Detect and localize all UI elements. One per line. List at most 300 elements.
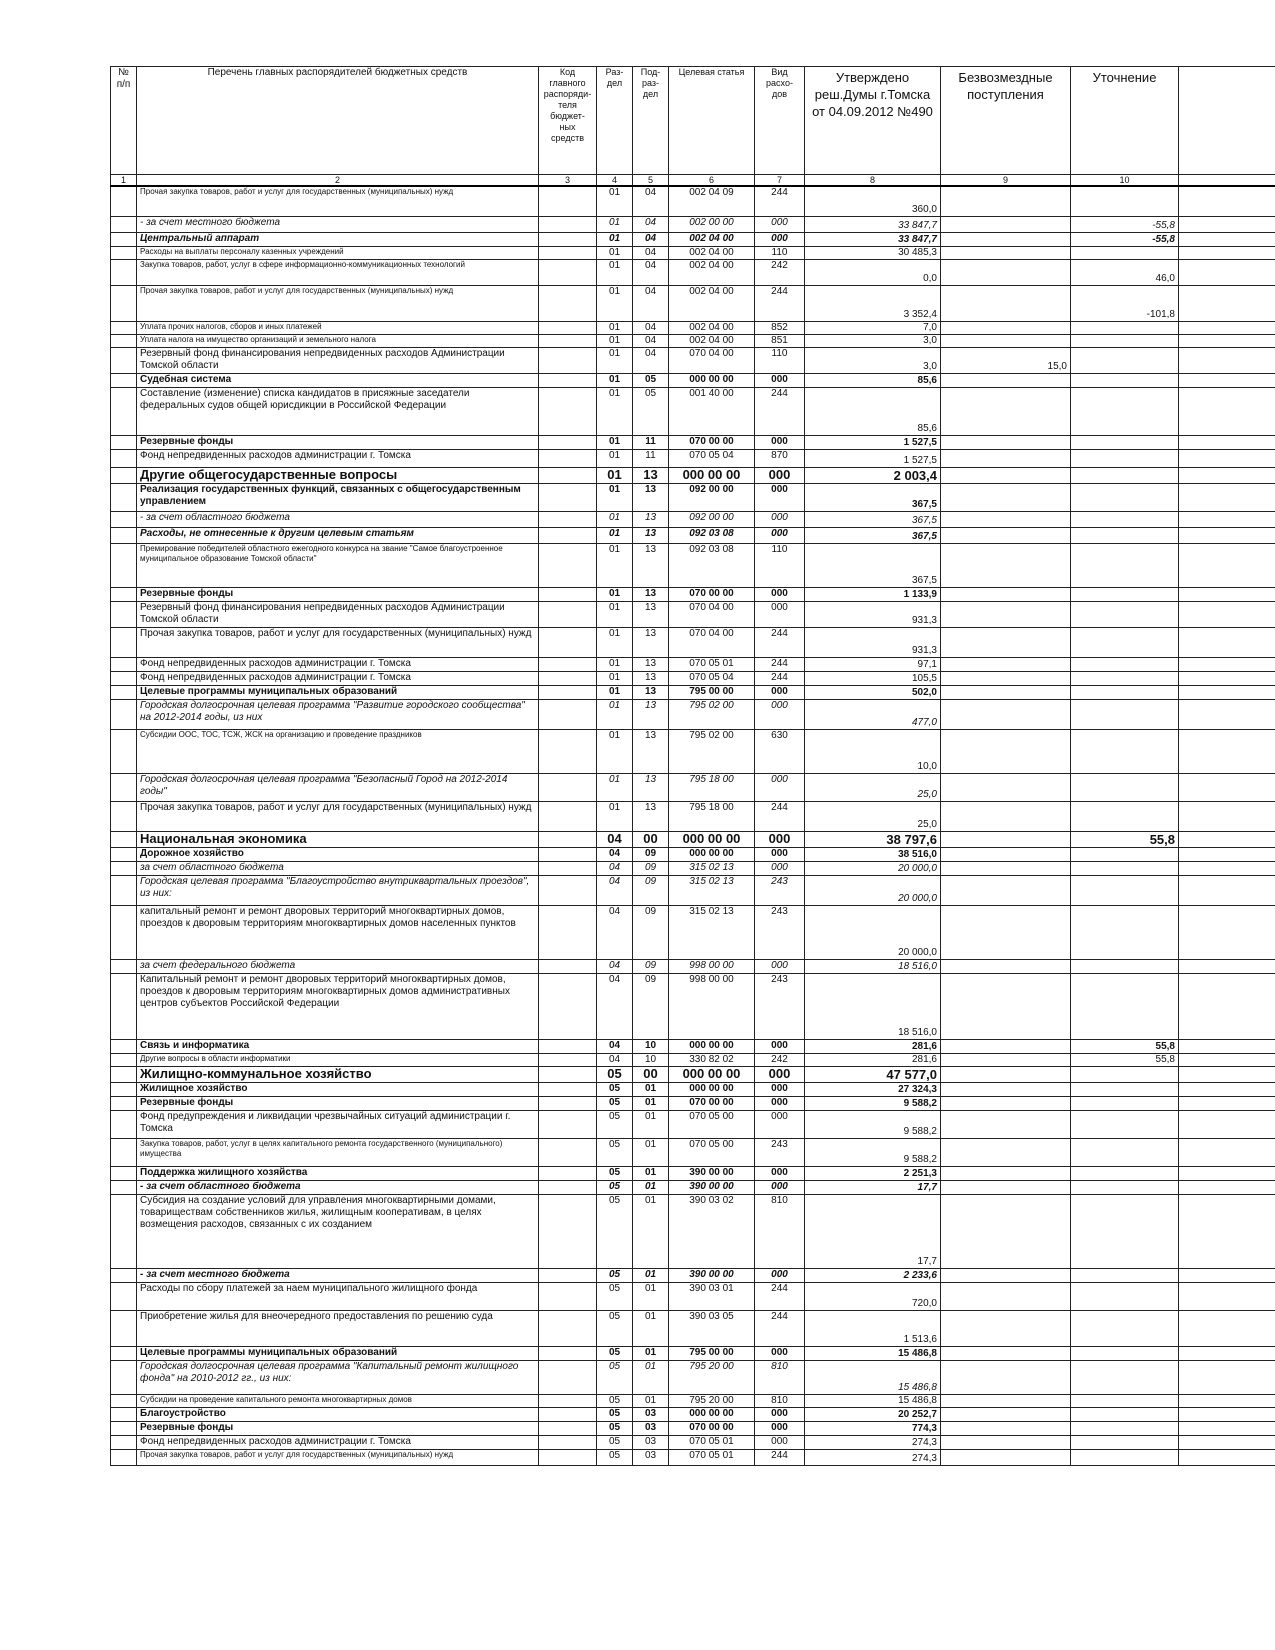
cell-clarify <box>1071 773 1179 801</box>
cell-target-article: 002 04 00 <box>669 232 755 246</box>
table-row <box>111 449 1275 467</box>
cell-extra <box>1179 1180 1275 1194</box>
cell-podrazdel: 09 <box>633 875 669 905</box>
header-col-razdel: Раз- дел <box>597 67 633 175</box>
cell-clarify <box>1071 627 1179 657</box>
cell-expense-name: Жилищно-коммунальное хозяйство <box>137 1066 539 1082</box>
cell-clarify <box>1071 875 1179 905</box>
cell-approved: 33 847,7 <box>805 232 941 246</box>
cell-expense-type: 852 <box>755 321 805 334</box>
cell-expense-name: Резервные фонды <box>137 1096 539 1110</box>
cell-admin-code <box>539 467 597 483</box>
cell-razdel: 01 <box>597 387 633 435</box>
cell-admin-code <box>539 483 597 511</box>
cell-extra <box>1179 699 1275 729</box>
cell-clarify <box>1071 1394 1179 1407</box>
table-row <box>111 1435 1275 1449</box>
cell-gratis <box>941 959 1071 973</box>
table-row <box>111 729 1275 773</box>
table-row <box>111 1053 1275 1066</box>
header-num: 2 <box>137 175 539 187</box>
cell-expense-name: Поддержка жилищного хозяйства <box>137 1166 539 1180</box>
cell-podrazdel: 03 <box>633 1449 669 1465</box>
cell-expense-type: 000 <box>755 483 805 511</box>
cell-gratis <box>941 801 1071 831</box>
cell-gratis <box>941 511 1071 527</box>
cell-expense-name: Фонд непредвиденных расходов администрации г. Томска <box>137 657 539 671</box>
cell-expense-name: - за счет местного бюджета <box>137 216 539 232</box>
table-row <box>111 186 1275 216</box>
cell-target-article: 000 00 00 <box>669 1066 755 1082</box>
cell-approved: 774,3 <box>805 1421 941 1435</box>
cell-target-article: 000 00 00 <box>669 1039 755 1053</box>
cell-target-article: 000 00 00 <box>669 1082 755 1096</box>
cell-approved: 85,6 <box>805 373 941 387</box>
cell-gratis <box>941 334 1071 347</box>
cell-expense-name: Фонд непредвиденных расходов администрации г. Томска <box>137 449 539 467</box>
cell-podrazdel: 01 <box>633 1180 669 1194</box>
cell-gratis <box>941 1310 1071 1346</box>
cell-expense-type: 243 <box>755 1138 805 1166</box>
cell-extra <box>1179 334 1275 347</box>
cell-gratis <box>941 1268 1071 1282</box>
cell-target-article: 390 00 00 <box>669 1166 755 1180</box>
cell-expense-type: 244 <box>755 657 805 671</box>
cell-expense-name: Резервные фонды <box>137 1421 539 1435</box>
cell-gratis <box>941 1096 1071 1110</box>
cell-approved: 18 516,0 <box>805 959 941 973</box>
cell-admin-code <box>539 847 597 861</box>
cell-razdel: 01 <box>597 671 633 685</box>
cell-approved: 20 000,0 <box>805 905 941 959</box>
cell-number <box>111 321 137 334</box>
cell-gratis <box>941 587 1071 601</box>
table-row <box>111 685 1275 699</box>
cell-target-article: 070 00 00 <box>669 1096 755 1110</box>
cell-approved: 274,3 <box>805 1435 941 1449</box>
cell-clarify <box>1071 1180 1179 1194</box>
cell-target-article: 000 00 00 <box>669 847 755 861</box>
cell-admin-code <box>539 1039 597 1053</box>
cell-approved: 1 513,6 <box>805 1310 941 1346</box>
cell-approved: 2 003,4 <box>805 467 941 483</box>
cell-gratis <box>941 657 1071 671</box>
cell-admin-code <box>539 1394 597 1407</box>
cell-extra <box>1179 511 1275 527</box>
cell-podrazdel: 00 <box>633 831 669 847</box>
cell-number <box>111 699 137 729</box>
cell-extra <box>1179 259 1275 285</box>
cell-clarify <box>1071 1449 1179 1465</box>
cell-expense-type: 810 <box>755 1394 805 1407</box>
cell-approved: 38 516,0 <box>805 847 941 861</box>
cell-expense-name: Резервные фонды <box>137 587 539 601</box>
table-row <box>111 1360 1275 1394</box>
cell-extra <box>1179 1166 1275 1180</box>
cell-clarify <box>1071 801 1179 831</box>
cell-number <box>111 729 137 773</box>
cell-podrazdel: 04 <box>633 347 669 373</box>
table-row <box>111 259 1275 285</box>
cell-number <box>111 1082 137 1096</box>
cell-admin-code <box>539 1449 597 1465</box>
cell-approved: 281,6 <box>805 1039 941 1053</box>
cell-expense-name: Приобретение жилья для внеочередного предоставления по решению суда <box>137 1310 539 1346</box>
cell-target-article: 002 04 00 <box>669 334 755 347</box>
cell-expense-name: Капитальный ремонт и ремонт дворовых территорий многоквартирных домов, проездов к дворовым территориям многоквартирных домов административных центров субъектов Российской Федерации <box>137 973 539 1039</box>
cell-approved: 38 797,6 <box>805 831 941 847</box>
cell-expense-type: 244 <box>755 671 805 685</box>
cell-clarify <box>1071 861 1179 875</box>
cell-clarify <box>1071 1310 1179 1346</box>
cell-approved: 2 233,6 <box>805 1268 941 1282</box>
cell-expense-name: Дорожное хозяйство <box>137 847 539 861</box>
table-row <box>111 847 1275 861</box>
cell-expense-name: Премирование победителей областного ежегодного конкурса на звание "Самое благоустроенное муниципальное образование Томской области" <box>137 543 539 587</box>
cell-expense-name: Целевые программы муниципальных образований <box>137 685 539 699</box>
table-row <box>111 1346 1275 1360</box>
cell-gratis <box>941 1394 1071 1407</box>
cell-approved: 27 324,3 <box>805 1082 941 1096</box>
cell-number <box>111 801 137 831</box>
cell-admin-code <box>539 1310 597 1346</box>
cell-podrazdel: 00 <box>633 1066 669 1082</box>
cell-clarify <box>1071 1066 1179 1082</box>
table-row <box>111 657 1275 671</box>
cell-razdel: 01 <box>597 483 633 511</box>
cell-extra <box>1179 246 1275 259</box>
cell-approved: 367,5 <box>805 543 941 587</box>
cell-clarify <box>1071 847 1179 861</box>
header-num: 5 <box>633 175 669 187</box>
cell-extra <box>1179 627 1275 657</box>
cell-razdel: 05 <box>597 1066 633 1082</box>
cell-admin-code <box>539 1407 597 1421</box>
cell-expense-type: 000 <box>755 1166 805 1180</box>
cell-clarify <box>1071 1360 1179 1394</box>
cell-razdel: 01 <box>597 685 633 699</box>
cell-clarify <box>1071 1110 1179 1138</box>
cell-gratis <box>941 671 1071 685</box>
header-col-clarify: Уточнение <box>1071 67 1179 175</box>
cell-razdel: 04 <box>597 1053 633 1066</box>
cell-admin-code <box>539 1053 597 1066</box>
cell-number <box>111 483 137 511</box>
cell-razdel: 05 <box>597 1310 633 1346</box>
cell-number <box>111 959 137 973</box>
cell-extra <box>1179 1082 1275 1096</box>
cell-clarify <box>1071 1346 1179 1360</box>
cell-extra <box>1179 1421 1275 1435</box>
cell-expense-type: 244 <box>755 1449 805 1465</box>
cell-approved: 9 588,2 <box>805 1110 941 1138</box>
table-row <box>111 671 1275 685</box>
cell-expense-name: Фонд непредвиденных расходов администрации г. Томска <box>137 1435 539 1449</box>
cell-admin-code <box>539 334 597 347</box>
cell-target-article: 092 00 00 <box>669 483 755 511</box>
cell-approved: 20 000,0 <box>805 875 941 905</box>
cell-extra <box>1179 861 1275 875</box>
cell-expense-name: капитальный ремонт и ремонт дворовых территорий многоквартирных домов, проездов к дворовым территориям многоквартирных домов населенных пунктов <box>137 905 539 959</box>
cell-expense-type: 000 <box>755 1268 805 1282</box>
cell-admin-code <box>539 373 597 387</box>
cell-extra <box>1179 729 1275 773</box>
table-row <box>111 801 1275 831</box>
cell-expense-name: Фонд предупреждения и ликвидации чрезвычайных ситуаций администрации г. Томска <box>137 1110 539 1138</box>
cell-admin-code <box>539 627 597 657</box>
cell-expense-type: 000 <box>755 527 805 543</box>
cell-admin-code <box>539 1110 597 1138</box>
cell-razdel: 01 <box>597 657 633 671</box>
cell-expense-name: Прочая закупка товаров, работ и услуг для государственных (муниципальных) нужд <box>137 801 539 831</box>
cell-target-article: 390 03 01 <box>669 1282 755 1310</box>
cell-number <box>111 467 137 483</box>
cell-target-article: 390 00 00 <box>669 1180 755 1194</box>
cell-admin-code <box>539 435 597 449</box>
cell-target-article: 795 02 00 <box>669 729 755 773</box>
cell-razdel: 05 <box>597 1138 633 1166</box>
header-num: 10 <box>1071 175 1179 187</box>
cell-number <box>111 1310 137 1346</box>
cell-razdel: 01 <box>597 729 633 773</box>
cell-podrazdel: 04 <box>633 321 669 334</box>
cell-target-article: 070 04 00 <box>669 347 755 373</box>
cell-gratis <box>941 1421 1071 1435</box>
cell-gratis <box>941 831 1071 847</box>
cell-gratis <box>941 847 1071 861</box>
table-row <box>111 1394 1275 1407</box>
cell-approved: 18 516,0 <box>805 973 941 1039</box>
cell-number <box>111 1039 137 1053</box>
cell-number <box>111 847 137 861</box>
cell-admin-code <box>539 685 597 699</box>
cell-approved: 720,0 <box>805 1282 941 1310</box>
cell-expense-name: Закупка товаров, работ, услуг в целях капитального ремонта государственного (муниципального) имущества <box>137 1138 539 1166</box>
cell-expense-name: Субсидии ООС, ТОС, ТСЖ, ЖСК на организацию и проведение праздников <box>137 729 539 773</box>
cell-number <box>111 511 137 527</box>
cell-number <box>111 1110 137 1138</box>
cell-admin-code <box>539 1282 597 1310</box>
cell-target-article: 002 04 00 <box>669 246 755 259</box>
cell-expense-name: Резервный фонд финансирования непредвиденных расходов Администрации Томской области <box>137 601 539 627</box>
cell-podrazdel: 01 <box>633 1360 669 1394</box>
cell-expense-type: 243 <box>755 875 805 905</box>
cell-number <box>111 387 137 435</box>
cell-target-article: 315 02 13 <box>669 905 755 959</box>
table-row <box>111 1194 1275 1268</box>
cell-razdel: 01 <box>597 321 633 334</box>
cell-gratis <box>941 321 1071 334</box>
cell-target-article: 070 05 01 <box>669 1449 755 1465</box>
cell-extra <box>1179 847 1275 861</box>
cell-podrazdel: 03 <box>633 1421 669 1435</box>
cell-target-article: 001 40 00 <box>669 387 755 435</box>
cell-target-article: 000 00 00 <box>669 467 755 483</box>
cell-expense-name: Расходы, не отнесенные к другим целевым статьям <box>137 527 539 543</box>
cell-extra <box>1179 773 1275 801</box>
cell-number <box>111 543 137 587</box>
cell-extra <box>1179 657 1275 671</box>
cell-target-article: 002 00 00 <box>669 216 755 232</box>
cell-clarify <box>1071 387 1179 435</box>
cell-expense-name: Благоустройство <box>137 1407 539 1421</box>
cell-razdel: 04 <box>597 1039 633 1053</box>
cell-expense-type: 244 <box>755 186 805 216</box>
cell-approved: 1 527,5 <box>805 449 941 467</box>
cell-target-article: 795 00 00 <box>669 1346 755 1360</box>
cell-razdel: 05 <box>597 1394 633 1407</box>
cell-expense-type: 000 <box>755 1082 805 1096</box>
cell-extra <box>1179 801 1275 831</box>
cell-number <box>111 1066 137 1082</box>
cell-approved: 3,0 <box>805 334 941 347</box>
cell-clarify <box>1071 347 1179 373</box>
cell-admin-code <box>539 1066 597 1082</box>
cell-expense-name: Целевые программы муниципальных образований <box>137 1346 539 1360</box>
cell-number <box>111 1407 137 1421</box>
cell-admin-code <box>539 246 597 259</box>
cell-expense-type: 000 <box>755 467 805 483</box>
table-row <box>111 1310 1275 1346</box>
cell-admin-code <box>539 1421 597 1435</box>
table-row <box>111 511 1275 527</box>
cell-extra <box>1179 483 1275 511</box>
cell-number <box>111 773 137 801</box>
cell-razdel: 01 <box>597 527 633 543</box>
table-row <box>111 373 1275 387</box>
cell-razdel: 04 <box>597 875 633 905</box>
cell-target-article: 000 00 00 <box>669 831 755 847</box>
table-row <box>111 232 1275 246</box>
cell-podrazdel: 09 <box>633 847 669 861</box>
cell-target-article: 000 00 00 <box>669 1407 755 1421</box>
cell-number <box>111 1180 137 1194</box>
cell-podrazdel: 13 <box>633 671 669 685</box>
cell-admin-code <box>539 1180 597 1194</box>
cell-expense-type: 244 <box>755 1310 805 1346</box>
cell-podrazdel: 05 <box>633 387 669 435</box>
cell-expense-type: 000 <box>755 232 805 246</box>
cell-expense-type: 243 <box>755 973 805 1039</box>
cell-podrazdel: 13 <box>633 729 669 773</box>
cell-razdel: 05 <box>597 1194 633 1268</box>
cell-approved: 30 485,3 <box>805 246 941 259</box>
cell-razdel: 01 <box>597 627 633 657</box>
table-row <box>111 543 1275 587</box>
cell-target-article: 795 18 00 <box>669 773 755 801</box>
cell-expense-type: 000 <box>755 1110 805 1138</box>
cell-extra <box>1179 1194 1275 1268</box>
cell-approved: 367,5 <box>805 483 941 511</box>
header-col-approved: Утверждено реш.Думы г.Томска от 04.09.2012 №490 <box>805 67 941 175</box>
cell-expense-name: Реализация государственных функций, связанных с общегосударственным управлением <box>137 483 539 511</box>
cell-razdel: 01 <box>597 601 633 627</box>
cell-expense-type: 000 <box>755 435 805 449</box>
cell-podrazdel: 01 <box>633 1394 669 1407</box>
cell-admin-code <box>539 259 597 285</box>
cell-admin-code <box>539 1082 597 1096</box>
table-row <box>111 875 1275 905</box>
cell-target-article: 002 04 00 <box>669 259 755 285</box>
cell-expense-name: Другие общегосударственные вопросы <box>137 467 539 483</box>
cell-number <box>111 1194 137 1268</box>
cell-approved: 33 847,7 <box>805 216 941 232</box>
cell-target-article: 070 04 00 <box>669 627 755 657</box>
cell-clarify <box>1071 246 1179 259</box>
cell-number <box>111 347 137 373</box>
cell-number <box>111 1096 137 1110</box>
cell-razdel: 05 <box>597 1360 633 1394</box>
cell-admin-code <box>539 527 597 543</box>
cell-extra <box>1179 1282 1275 1310</box>
cell-clarify <box>1071 1138 1179 1166</box>
cell-clarify <box>1071 1166 1179 1180</box>
cell-number <box>111 685 137 699</box>
cell-clarify <box>1071 1421 1179 1435</box>
cell-target-article: 070 05 04 <box>669 671 755 685</box>
table-row <box>111 334 1275 347</box>
cell-gratis <box>941 1166 1071 1180</box>
cell-razdel: 05 <box>597 1435 633 1449</box>
cell-clarify <box>1071 699 1179 729</box>
cell-podrazdel: 01 <box>633 1082 669 1096</box>
cell-target-article: 998 00 00 <box>669 959 755 973</box>
cell-extra <box>1179 449 1275 467</box>
cell-clarify <box>1071 959 1179 973</box>
cell-approved: 20 252,7 <box>805 1407 941 1421</box>
header-num: 6 <box>669 175 755 187</box>
cell-number <box>111 627 137 657</box>
cell-podrazdel: 01 <box>633 1138 669 1166</box>
cell-gratis <box>941 467 1071 483</box>
cell-expense-name: Центральный аппарат <box>137 232 539 246</box>
cell-admin-code <box>539 285 597 321</box>
cell-clarify: 55,8 <box>1071 1039 1179 1053</box>
header-number-row <box>111 175 1275 187</box>
cell-gratis <box>941 1360 1071 1394</box>
cell-clarify <box>1071 483 1179 511</box>
cell-approved: 105,5 <box>805 671 941 685</box>
cell-extra <box>1179 1110 1275 1138</box>
cell-target-article: 070 00 00 <box>669 435 755 449</box>
cell-number <box>111 216 137 232</box>
cell-expense-type: 242 <box>755 1053 805 1066</box>
header-col-podrazdel: Под- раз- дел <box>633 67 669 175</box>
cell-gratis <box>941 861 1071 875</box>
cell-expense-type: 244 <box>755 1282 805 1310</box>
cell-admin-code <box>539 216 597 232</box>
cell-target-article: 070 00 00 <box>669 587 755 601</box>
table-row <box>111 1282 1275 1310</box>
table-row <box>111 1449 1275 1465</box>
cell-clarify: -55,8 <box>1071 216 1179 232</box>
cell-podrazdel: 04 <box>633 246 669 259</box>
cell-approved: 17,7 <box>805 1194 941 1268</box>
cell-expense-type: 000 <box>755 1066 805 1082</box>
cell-extra <box>1179 1268 1275 1282</box>
cell-extra <box>1179 1435 1275 1449</box>
cell-approved: 367,5 <box>805 511 941 527</box>
cell-expense-type: 000 <box>755 685 805 699</box>
cell-expense-name: Резервные фонды <box>137 435 539 449</box>
header-col-nn: № п/п <box>111 67 137 175</box>
cell-gratis <box>941 1346 1071 1360</box>
table-row <box>111 1180 1275 1194</box>
cell-admin-code <box>539 1435 597 1449</box>
cell-admin-code <box>539 831 597 847</box>
cell-gratis <box>941 1138 1071 1166</box>
cell-number <box>111 671 137 685</box>
